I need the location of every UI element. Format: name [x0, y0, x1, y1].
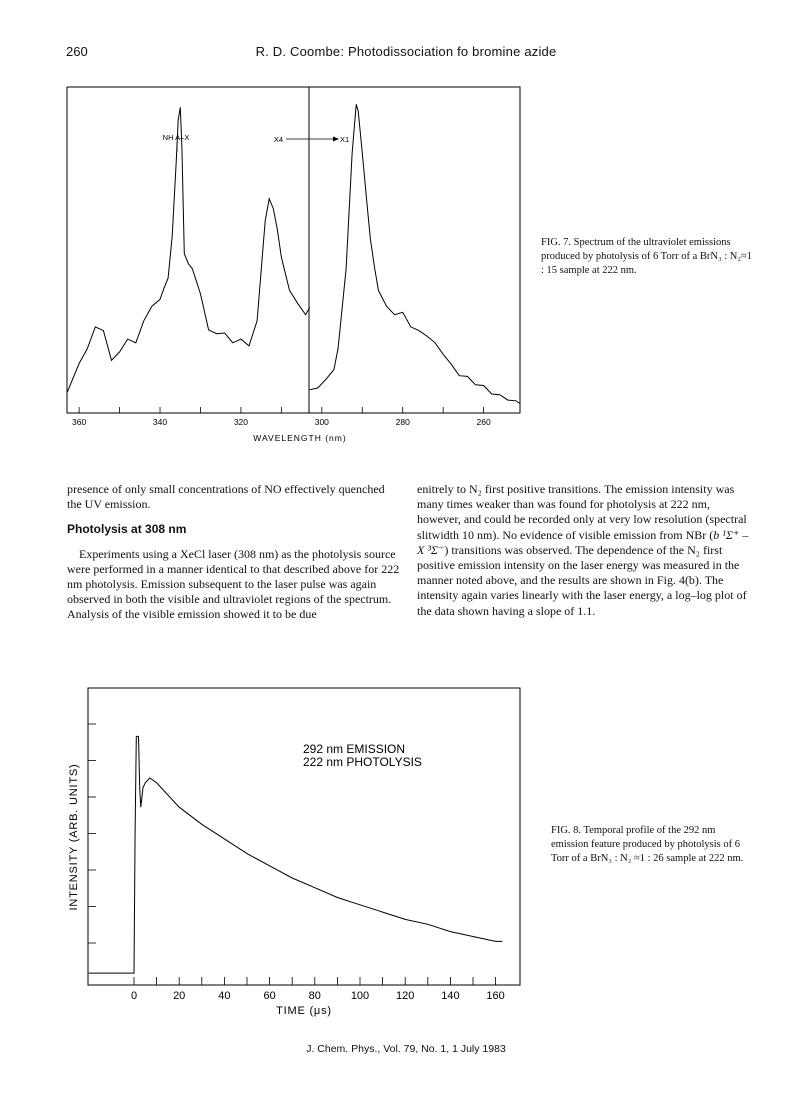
- fig8-x-tick-label: 0: [130, 990, 138, 1002]
- fig8-x-axis-label: TIME (μs): [276, 1005, 332, 1017]
- fig7-x-tick-label: 360: [72, 417, 87, 427]
- fig8-caption: FIG. 8. Temporal profile of the 292 nm emission feature produced by photolysis of 6 Torr of a BrN₃ : N₂ ≈1 : 26 sample at 222 nm.: [551, 825, 744, 864]
- fig8-x-tick-label: 40: [218, 990, 231, 1002]
- left-paragraph-2: Experiments using a XeCl laser (308 nm) as the photolysis source were performed in a manner identical to that described above for 222 nm photolysis. Emission subsequent to the laser pulse was again observed in both the visible and ultraviolet regions of the spectrum. Analysis of the visible emission showed it to be due: [67, 546, 400, 622]
- term-symbol: b ¹Σ⁺ – X ³Σ⁻: [417, 527, 749, 557]
- fig7-annotation-nh: NH A–X: [162, 133, 190, 142]
- fig7-x-axis-label: WAVELENGTH (nm): [253, 433, 347, 443]
- fig7-x-tick-label: 280: [395, 417, 410, 427]
- left-paragraph-1: presence of only small concentrations of NO effectively quenched the UV emission.: [67, 482, 385, 512]
- section-heading: Photolysis at 308 nm: [67, 522, 187, 537]
- fig8-x-tick-label: 140: [441, 990, 460, 1002]
- fig7-annotation-x1: X1: [340, 135, 350, 144]
- page-number: 260: [66, 44, 88, 59]
- fig7-annotation-x4: X4: [273, 135, 283, 144]
- fig7-caption: FIG. 7. Spectrum of the ultraviolet emissions produced by photolysis of 6 Torr of a BrN₃ : N₂≈1 : 15 sample at 222 nm.: [541, 237, 753, 276]
- fig8-x-tick-label: 20: [173, 990, 186, 1002]
- fig7-x-tick-labels: [72, 417, 491, 427]
- fig7-x-tick-label: 340: [152, 417, 168, 427]
- footer-citation: J. Chem. Phys., Vol. 79, No. 1, 1 July 1983: [306, 1043, 506, 1055]
- right-column: [417, 482, 749, 619]
- running-head: R. D. Coombe: Photodissociation fo bromine azide: [255, 44, 557, 59]
- fig7-series-right: [310, 104, 520, 403]
- fig8-annotation-emission: 292 nm EMISSION: [303, 742, 406, 756]
- fig7-x-ticks: [79, 407, 483, 413]
- fig7-frame: [67, 87, 520, 413]
- fig7-arrowhead-right: [333, 137, 339, 142]
- fig8-x-tick-label: 160: [486, 990, 505, 1002]
- fig7-series-left: [67, 107, 310, 393]
- fig8-x-tick-label: 60: [263, 990, 276, 1002]
- fig8-x-tick-label: 80: [308, 990, 321, 1002]
- fig8-y-axis-label: INTENSITY (ARB. UNITS): [68, 763, 80, 911]
- fig7-x-tick-label: 260: [476, 417, 491, 427]
- fig7-x-tick-label: 300: [314, 417, 329, 427]
- fig8-x-tick-label: 100: [350, 990, 370, 1002]
- right-paragraph-1: enitrely to N₂ first positive transitions. The emission intensity was many times weaker than was found for photolysis at 222 nm, however, and could be recorded only at very low resolution (spectral slitwidth 10 nm). No evidence of visible emission from NBr (b ¹Σ⁺ – X ³Σ⁻) transitions was observed. The dependence of the N₂ first positive emission intensity on the laser energy was measured in the manner noted above, and the results are shown in Fig. 4(b). The intensity again varies linearly with the laser energy, a log–log plot of the data shown having a slope of 1.1.: [417, 482, 749, 618]
- fig8-annotation-photolysis: 222 nm PHOTOLYSIS: [303, 755, 422, 769]
- left-column: [67, 482, 400, 623]
- fig8-x-tick-label: 120: [396, 990, 415, 1002]
- fig7-x-tick-label: 320: [233, 417, 249, 427]
